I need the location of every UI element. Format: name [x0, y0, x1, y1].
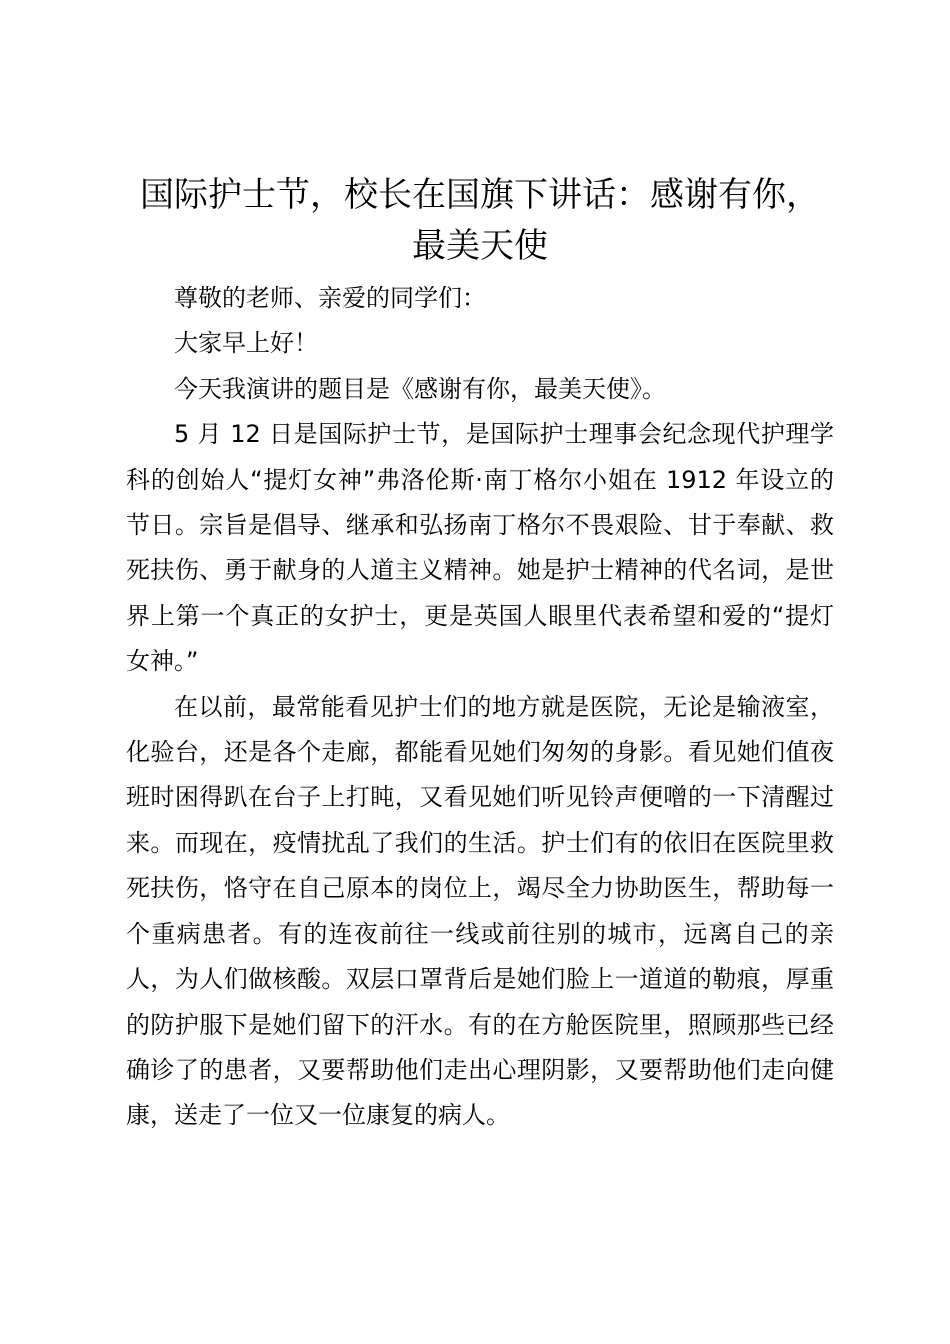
document-page	[126, 170, 834, 1139]
paragraph-nurses-work: 在以前，最常能看见护士们的地方就是医院，无论是输液室，化验台，还是各个走廊，都能看见她们匆匆的身影。看见她们值夜班时困得趴在台子上打盹，又看见她们听见铃声便噌的一下清醒过来。而现在，疫情扰乱了我们的生活。护士们有的依旧在医院里救死扶伤，恪守在自己原本的岗位上，竭尽全力协助医生，帮助每一个重病患者。有的连夜前往一线或前往别的城市，远离自己的亲人，为人们做核酸。双层口罩背后是她们脸上一道道的勒痕，厚重的防护服下是她们留下的汗水。有的在方舱医院里，照顾那些已经确诊了的患者，又要帮助他们走出心理阴影，又要帮助他们走向健康，送走了一位又一位康复的病人。	[126, 692, 834, 1130]
paragraph-greeting: 尊敬的老师、亲爱的同学们：	[174, 284, 486, 312]
paragraph-good-morning: 大家早上好！	[174, 329, 318, 358]
paragraph-topic: 今天我演讲的题目是《感谢有你，最美天使》。	[174, 374, 666, 403]
document-title: 国际护士节，校长在国旗下讲话：感谢有你，最美天使	[140, 175, 820, 266]
paragraph-nurses-day: 5 月 12 日是国际护士节，是国际护士理事会纪念现代护理学科的创始人“提灯女神”弗洛伦斯·南丁格尔小姐在 1912 年设立的节日。宗旨是倡导、继承和弘扬南丁格尔不畏艰险、甘于奉献、救死扶伤、勇于献身的人道主义精神。她是护士精神的代名词，是世界上第一个真正的女护士，更是英国人眼里代表希望和爱的“提灯女神。”	[126, 420, 834, 676]
